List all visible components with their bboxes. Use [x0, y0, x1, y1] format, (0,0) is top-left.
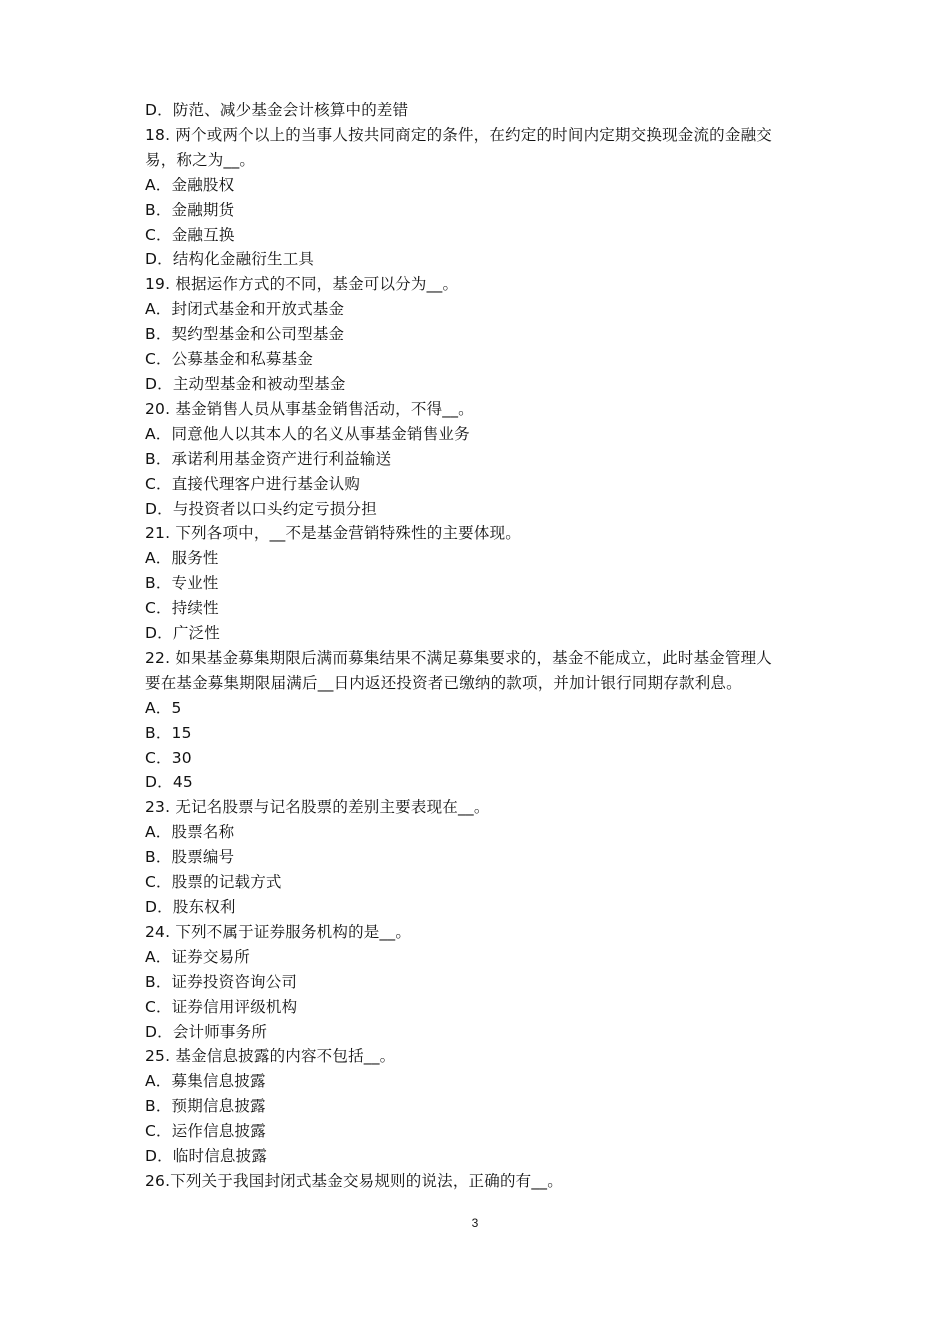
option-line: D．股东权利: [145, 898, 236, 916]
option-line: D．广泛性: [145, 624, 220, 643]
option-line: B．股票编号: [145, 848, 235, 867]
option-line: B．预期信息披露: [145, 1097, 266, 1116]
option-line: B．专业性: [145, 574, 219, 593]
option-line: A．证券交易所: [145, 947, 251, 966]
option-line: A．募集信息披露: [145, 1072, 266, 1091]
question-line: 18. 两个或两个以上的当事人按共同商定的条件，在约定的时间内定期交换现金流的金融交: [145, 125, 772, 144]
option-line: B．15: [145, 723, 192, 742]
option-line: D．45: [145, 773, 193, 792]
question-line: 26.下列关于我国封闭式基金交易规则的说法，正确的有__。: [145, 1171, 563, 1190]
question-line: 易，称之为__。: [145, 150, 256, 169]
option-line: C．直接代理客户进行基金认购: [145, 474, 361, 493]
option-line: C．持续性: [145, 599, 219, 618]
question-line: 20. 基金销售人员从事基金销售活动，不得__。: [145, 399, 474, 418]
option-line: B．契约型基金和公司型基金: [145, 325, 345, 344]
option-line: D．临时信息披露: [145, 1147, 268, 1166]
option-line: A．股票名称: [145, 823, 235, 842]
page-number: 3: [471, 1216, 479, 1230]
option-line: C．30: [145, 748, 192, 767]
option-line: C．公募基金和私募基金: [145, 350, 314, 369]
option-line: A．5: [145, 698, 182, 717]
question-line: 25. 基金信息披露的内容不包括__。: [145, 1047, 396, 1066]
question-line: 要在基金募集期限届满后__日内返还投资者已缴纳的款项，并加计银行同期存款利息。: [145, 673, 742, 692]
option-line: D．防范、减少基金会计核算中的差错: [145, 101, 409, 119]
question-line: 19. 根据运作方式的不同，基金可以分为__。: [145, 275, 459, 294]
option-line: D．结构化金融衍生工具: [145, 250, 315, 269]
option-line: B．承诺利用基金资产进行利益输送: [145, 449, 392, 468]
option-line: D．主动型基金和被动型基金: [145, 374, 346, 393]
question-line: 24. 下列不属于证券服务机构的是__。: [145, 922, 412, 941]
question-line: 21. 下列各项中，__不是基金营销特殊性的主要体现。: [145, 524, 521, 543]
option-line: C．运作信息披露: [145, 1122, 266, 1141]
option-line: B．证券投资咨询公司: [145, 972, 298, 991]
option-line: A．金融股权: [145, 175, 235, 194]
question-line: 23. 无记名股票与记名股票的差别主要表现在__。: [145, 798, 490, 817]
option-line: C．证券信用评级机构: [145, 997, 298, 1016]
question-line: 22. 如果基金募集期限后满而募集结果不满足募集要求的，基金不能成立，此时基金管理人: [145, 648, 772, 667]
option-line: C．金融互换: [145, 225, 235, 244]
option-line: A．同意他人以其本人的名义从事基金销售业务: [145, 424, 470, 443]
document-body: [145, 98, 825, 1194]
option-line: B．金融期货: [145, 200, 235, 219]
option-line: D．与投资者以口头约定亏损分担: [145, 499, 377, 518]
option-line: D．会计师事务所: [145, 1022, 268, 1041]
option-line: A．封闭式基金和开放式基金: [145, 300, 345, 319]
option-line: C．股票的记载方式: [145, 873, 282, 892]
option-line: A．服务性: [145, 549, 219, 568]
